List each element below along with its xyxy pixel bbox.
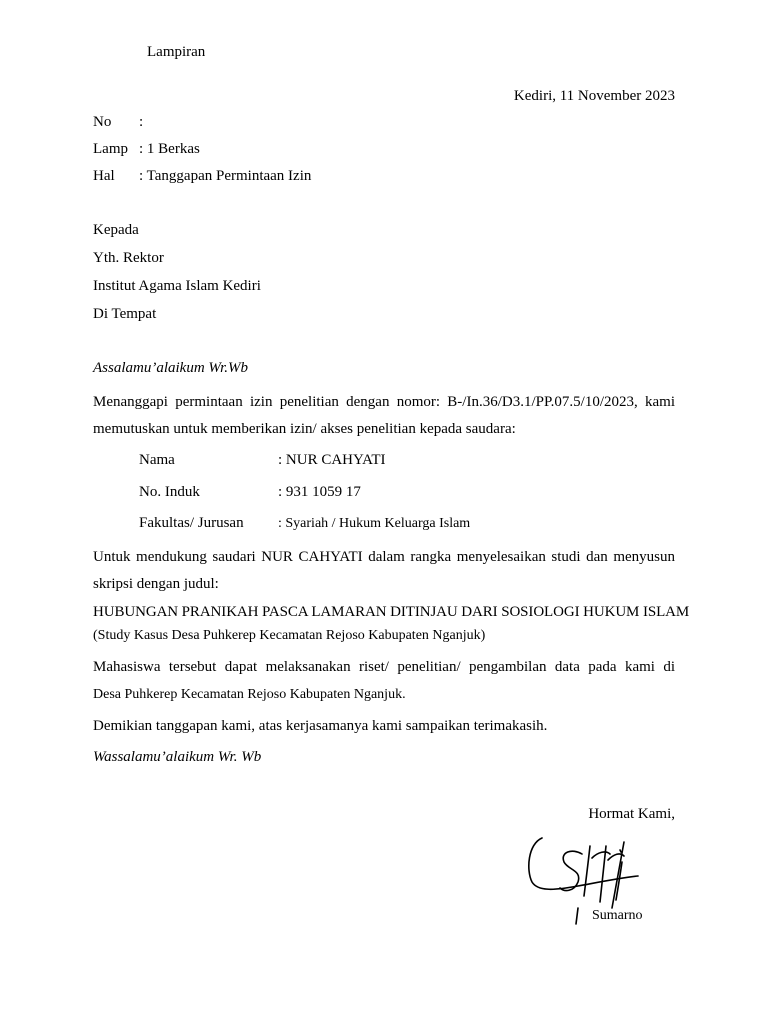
no-label: No (93, 114, 112, 130)
thesis-title: HUBUNGAN PRANIKAH PASCA LAMARAN DITINJAU DARI SOSIOLOGI HUKUM ISLAM (93, 604, 690, 620)
recipient-institution: Institut Agama Islam Kediri (93, 278, 261, 294)
induk-value: : 931 1059 17 (278, 484, 361, 500)
place-date: Kediri, 11 November 2023 (513, 88, 675, 104)
recipient-title: Yth. Rektor (93, 250, 164, 266)
intro-paragraph: Menanggapi permintaan izin penelitian dengan nomor: B-/In.36/D3.1/PP.07.5/10/2023, kami memutuskan untuk memberikan izin/ akses penelitian kepada saudara: (93, 394, 675, 437)
lamp-value: : 1 Berkas (139, 141, 200, 157)
lamp-label: Lamp (93, 141, 128, 157)
regards: Hormat Kami, (588, 806, 675, 822)
support-paragraph: Untuk mendukung saudari NUR CAHYATI dalam rangka menyelesaikan studi dan menyusun skripsi dengan judul: (93, 549, 675, 592)
greeting: Assalamu’alaikum Wr.Wb (93, 360, 248, 376)
signer-name: Sumarno (592, 908, 643, 923)
fakultas-label: Fakultas/ Jurusan (139, 515, 244, 531)
thesis-subtitle: (Study Kasus Desa Puhkerep Kecamatan Rejoso Kabupaten Nganjuk) (93, 628, 486, 643)
permission-line-1: Mahasiswa tersebut dapat melaksanakan riset/ penelitian/ pengambilan data pada kami di (93, 659, 675, 675)
hal-label: Hal (93, 168, 115, 184)
farewell: Wassalamu’alaikum Wr. Wb (93, 749, 262, 765)
attachment-note: Lampiran (147, 44, 206, 60)
fakultas-value: : Syariah / Hukum Keluarga Islam (278, 516, 471, 531)
nama-value: : NUR CAHYATI (278, 452, 386, 468)
permission-line-2: Desa Puhkerep Kecamatan Rejoso Kabupaten Nganjuk. (93, 687, 406, 702)
no-value: : (139, 114, 144, 130)
recipient-location: Di Tempat (93, 306, 157, 322)
hal-value: : Tanggapan Permintaan Izin (139, 168, 312, 184)
nama-label: Nama (139, 452, 175, 468)
recipient-kepada: Kepada (93, 222, 139, 238)
closing-sentence: Demikian tanggapan kami, atas kerjasamanya kami sampaikan terimakasih. (93, 718, 548, 734)
induk-label: No. Induk (139, 484, 200, 500)
